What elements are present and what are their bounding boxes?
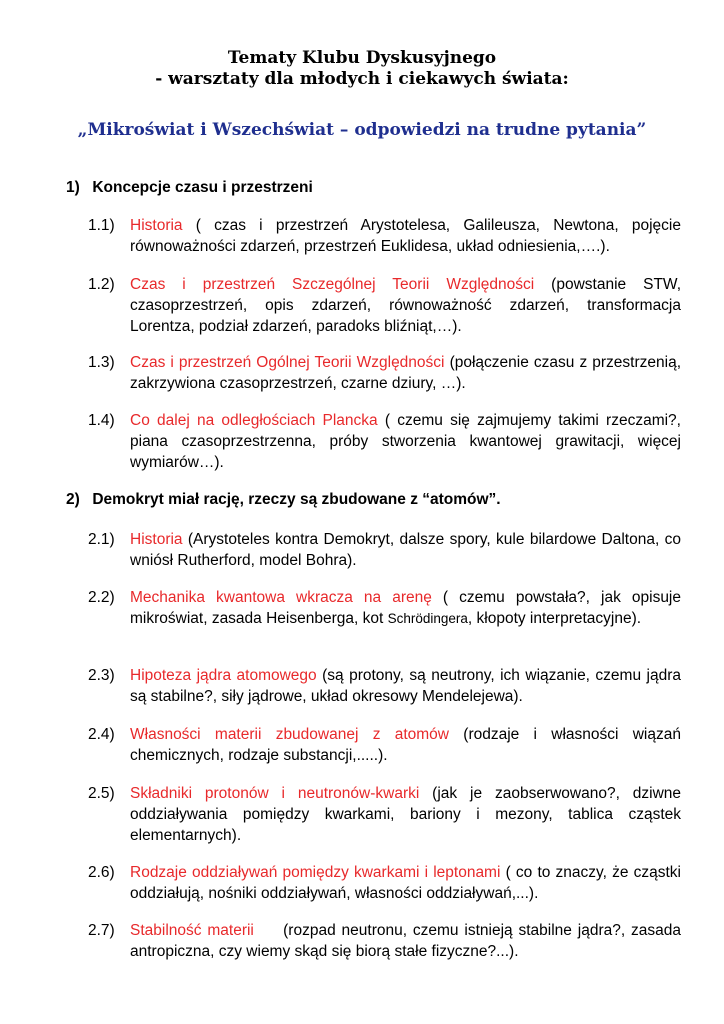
item-topic: Stabilność materii — [130, 922, 254, 939]
item-number: 2.2) — [88, 589, 115, 606]
item-description: (jak je zaobserwowano?, dziwne oddziaływania pomiędzy kwarkami, bariony i mezony, tablica cząstek elementarnych). — [130, 785, 682, 844]
item-topic: Czas i przestrzeń Ogólnej Teorii Względności — [130, 354, 445, 371]
item-number: 1.4) — [88, 412, 115, 429]
item-number: 2.5) — [88, 785, 115, 802]
list-item-2-6 — [88, 862, 681, 904]
section-number: 2) — [66, 491, 80, 508]
item-description: (rozpad neutronu, czemu istnieją stabilne jądra?, zasada antropiczna, czy wiemy skąd się biorą stałe fizyczne?...). — [130, 922, 686, 960]
item-topic: Składniki protonów i neutronów-kwarki — [130, 785, 420, 802]
item-topic: Mechanika kwantowa wkracza na arenę — [130, 589, 432, 606]
section-title: Koncepcje czasu i przestrzeni — [92, 179, 313, 196]
item-topic: Własności materii zbudowanej z atomów — [130, 726, 449, 743]
document-subtitle: „Mikroświat i Wszechświat – odpowiedzi na trudne pytania” — [77, 120, 647, 140]
document-title-line-2: - warsztaty dla młodych i ciekawych świata: — [155, 69, 569, 89]
item-description: ( czemu się zajmujemy takimi rzeczami?, piana czasoprzestrzenna, próby stworzenia kwantowej grawitacji, więcej wymiarów…). — [130, 412, 681, 471]
list-item-1-2 — [88, 274, 681, 337]
item-number: 1.2) — [88, 276, 115, 293]
item-description: ( co to znaczy, że cząstki oddziałują, nośniki oddziaływań, własności oddziaływań,...). — [130, 864, 681, 902]
list-item-1-3 — [88, 352, 681, 394]
list-item-2-3 — [88, 665, 681, 707]
list-item-2-2 — [88, 587, 681, 629]
item-description: ( czas i przestrzeń Arystotelesa, Galileusza, Newtona, pojęcie równoważności zdarzeń, przestrzeń Euklidesa, układ odniesienia,….). — [130, 217, 681, 255]
item-topic: Historia — [130, 217, 183, 234]
item-number: 2.7) — [88, 922, 115, 939]
item-number: 1.3) — [88, 354, 115, 371]
item-description-end: , kłopoty interpretacyjne). — [467, 610, 642, 627]
item-topic: Czas i przestrzeń Szczególnej Teorii Względności — [130, 276, 535, 293]
item-description: (Arystoteles kontra Demokryt, dalsze spory, kule bilardowe Daltona, co wniósł Rutherford, model Bohra). — [130, 531, 681, 569]
item-description: (są protony, są neutrony, ich wiązanie, czemu jądra są stabilne?, siły jądrowe, układ okresowy Mendelejewa). — [130, 667, 681, 705]
list-item-1-1 — [88, 215, 681, 257]
item-number: 1.1) — [88, 217, 115, 234]
section-1-heading — [66, 178, 686, 198]
item-description: (rodzaje i własności wiązań chemicznych, rodzaje substancji,.....). — [130, 726, 681, 764]
section-title: Demokryt miał rację, rzeczy są zbudowane z “atomów”. — [92, 491, 501, 508]
item-description: (powstanie STW, czasoprzestrzeń, opis zdarzeń, równoważność zdarzeń, transformacja Lorentza, podział zdarzeń, paradoks bliźniąt,…). — [130, 276, 681, 335]
list-item-2-5 — [88, 783, 681, 846]
item-description: (połączenie czasu z przestrzenią, zakrzywiona czasoprzestrzeń, czarne dziury, …). — [130, 354, 681, 392]
item-number: 2.1) — [88, 531, 115, 548]
list-item-2-4 — [88, 724, 681, 766]
item-topic: Co dalej na odległościach Plancka — [130, 412, 378, 429]
item-description: ( czemu powstała?, jak opisuje mikroświat, zasada Heisenberga, kot — [130, 589, 681, 627]
item-topic: Historia — [130, 531, 183, 548]
item-number: 2.6) — [88, 864, 115, 881]
item-number: 2.3) — [88, 667, 115, 684]
list-item-2-7 — [88, 920, 686, 962]
section-2-heading — [66, 490, 686, 510]
document-title: Tematy Klubu Dyskusyjnego — [227, 48, 497, 68]
list-item-2-1 — [88, 529, 681, 571]
item-number: 2.4) — [88, 726, 115, 743]
item-topic: Hipoteza jądra atomowego — [130, 667, 317, 684]
item-topic: Rodzaje oddziaływań pomiędzy kwarkami i leptonami — [130, 864, 501, 881]
list-item-1-4 — [88, 410, 681, 473]
section-number: 1) — [66, 179, 80, 196]
item-description-name: Schrödingera — [387, 611, 468, 626]
